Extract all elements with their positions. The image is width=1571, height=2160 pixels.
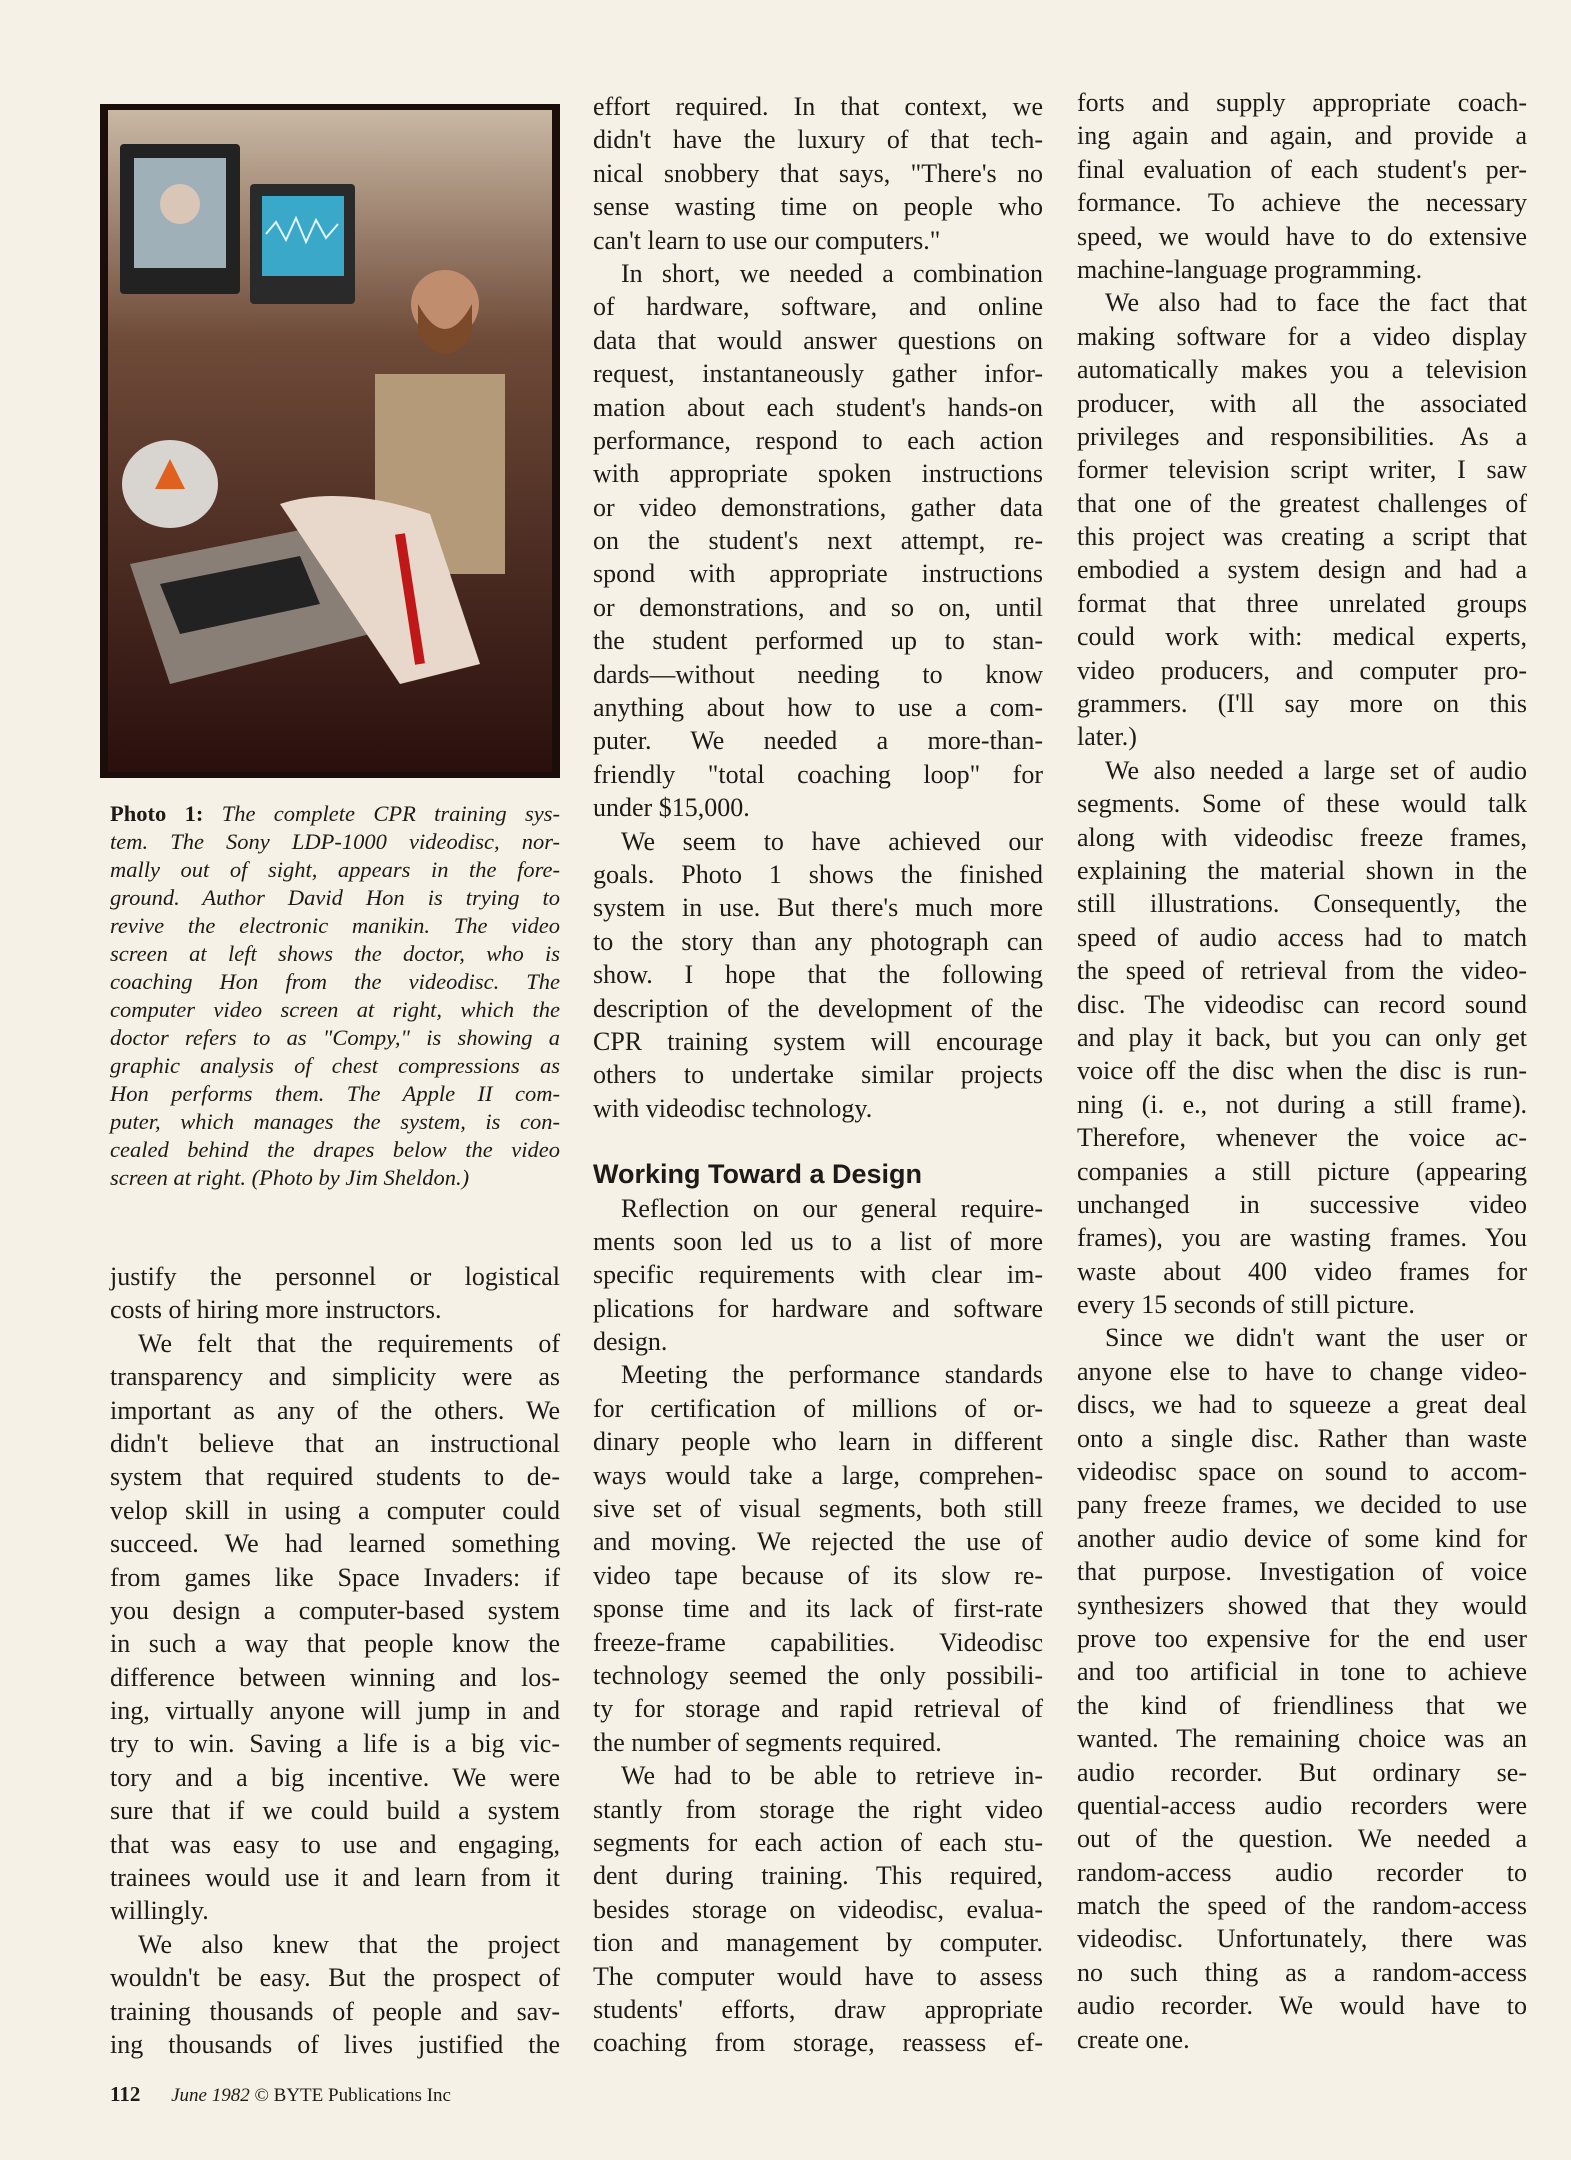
page-footer (110, 2082, 451, 2107)
caption-line (110, 800, 560, 828)
text-line: costs of hiring more instructors. (110, 1295, 442, 1325)
text-line: frames), you are wasting frames. You (1077, 1223, 1527, 1253)
text-line: create one. (1077, 2024, 1190, 2054)
text-line: the kind of friendliness that we (1077, 1690, 1527, 1720)
text-line: training thousands of people and sav- (110, 1996, 560, 2026)
text-line: discs, we had to squeeze a great deal (1077, 1390, 1527, 1420)
caption-text: coaching Hon from the videodisc. The (110, 969, 560, 994)
text-line: important as any of the others. We (110, 1395, 560, 1425)
text-line: show. I hope that the following (593, 960, 1043, 990)
text-line: synthesizers showed that they would (1077, 1590, 1527, 1620)
text-line: coaching from storage, reassess ef- (593, 2028, 1043, 2058)
text-line: tory and a big incentive. We were (110, 1762, 560, 1792)
text-line: description of the development of the (593, 993, 1043, 1023)
text-line: ing thousands of lives justified the (110, 2029, 560, 2059)
text-line: video producers, and computer pro- (1077, 655, 1527, 685)
text-line: We had to be able to retrieve in- (621, 1761, 1043, 1791)
text-line: under $15,000. (593, 793, 750, 823)
text-line: justify the personnel or logistical (110, 1262, 560, 1291)
caption-text: graphic analysis of chest compressions as (110, 1053, 560, 1078)
text-line: ty for storage and rapid retrieval of (593, 1694, 1043, 1724)
text-line: voice off the disc when the disc is run- (1077, 1056, 1527, 1086)
paragraph (593, 257, 1043, 825)
caption-text: computer video screen at right, which the (110, 997, 560, 1022)
caption-text: ground. Author David Hon is trying to (110, 885, 560, 910)
paragraph (1077, 754, 1527, 1322)
text-line: to the story than any photograph can (593, 926, 1043, 956)
text-line: design. (593, 1327, 668, 1357)
text-line: CPR training system will encourage (593, 1026, 1043, 1056)
copyright-notice: © BYTE Publications Inc (254, 2085, 451, 2106)
text-line: no such thing as a random-access (1077, 1957, 1527, 1987)
text-line: difference between winning and los- (110, 1662, 560, 1692)
text-line: along with videodisc freeze frames, (1077, 822, 1527, 852)
text-line: another audio device of some kind for (1077, 1523, 1527, 1553)
caption-line (110, 828, 560, 856)
text-line: prove too expensive for the end user (1077, 1623, 1527, 1653)
text-line: anyone else to have to change video- (1077, 1356, 1527, 1386)
text-line: you design a computer-based system (110, 1595, 560, 1625)
text-line: former television script writer, I saw (1077, 455, 1527, 485)
text-line: We seem to have achieved our (621, 826, 1043, 856)
caption-line (110, 1024, 560, 1052)
text-line: format that three unrelated groups (1077, 588, 1527, 618)
text-line: can't learn to use our computers." (593, 225, 941, 255)
caption-line (110, 1052, 560, 1080)
text-line: on the student's next attempt, re- (593, 526, 1043, 556)
text-line: and moving. We rejected the use of (593, 1527, 1043, 1557)
text-line: automatically makes you a television (1077, 355, 1527, 385)
text-line: producer, with all the associated (1077, 388, 1527, 418)
text-line: and too artificial in tone to achieve (1077, 1657, 1527, 1687)
caption-text: Hon performs them. The Apple II com- (110, 1081, 560, 1106)
text-line: final evaluation of each student's per- (1077, 154, 1527, 184)
text-line: ments soon led us to a list of more (593, 1226, 1043, 1256)
text-line: specific requirements with clear im- (593, 1260, 1043, 1290)
text-line: ways would take a large, comprehen- (593, 1460, 1043, 1490)
text-line: this project was creating a script that (1077, 522, 1527, 552)
text-line: audio recorder. We would have to (1077, 1991, 1527, 2021)
article-column-3 (1077, 86, 1527, 2056)
text-line: speed, we would have to do extensive (1077, 221, 1527, 251)
text-line: for certification of millions of or- (593, 1393, 1043, 1423)
paragraph (593, 825, 1043, 1126)
article-column-1 (110, 1260, 560, 2061)
text-line: that one of the greatest challenges of (1077, 488, 1527, 518)
caption-line (110, 940, 560, 968)
caption-line (110, 1080, 560, 1108)
text-line: data that would answer questions on (593, 325, 1043, 355)
text-line: forts and supply appropriate coach- (1077, 88, 1527, 117)
text-line: onto a single disc. Rather than waste (1077, 1423, 1527, 1453)
text-line: system that required students to de- (110, 1462, 560, 1492)
text-line: request, instantaneously gather infor- (593, 359, 1043, 389)
text-line: video tape because of its slow re- (593, 1560, 1043, 1590)
text-line: ning (i. e., not during a still frame). (1077, 1089, 1527, 1119)
caption-text: screen at left shows the doctor, who is (110, 941, 560, 966)
text-line: goals. Photo 1 shows the finished (593, 859, 1043, 889)
text-line: the student performed up to stan- (593, 626, 1043, 656)
photo-cpr-training-system (100, 104, 560, 778)
paragraph (593, 1358, 1043, 1759)
text-line: quential-access audio recorders were (1077, 1790, 1527, 1820)
caption-line (110, 1108, 560, 1136)
caption-text: tem. The Sony LDP-1000 videodisc, nor- (110, 829, 560, 854)
paragraph (110, 1327, 560, 1928)
text-line: willingly. (110, 1896, 209, 1926)
caption-text: cealed behind the drapes below the video (110, 1137, 560, 1162)
text-line: out of the question. We needed a (1077, 1824, 1527, 1854)
text-line: didn't believe that an instructional (110, 1428, 560, 1458)
text-line: explaining the material shown in the (1077, 855, 1527, 885)
text-line: The computer would have to assess (593, 1961, 1043, 1991)
caption-line (110, 968, 560, 996)
text-line: dinary people who learn in different (593, 1427, 1043, 1457)
text-line: transparency and simplicity were as (110, 1362, 560, 1392)
text-line: succeed. We had learned something (110, 1529, 560, 1559)
text-line: videodisc space on sound to accom- (1077, 1457, 1527, 1487)
paragraph (593, 1759, 1043, 2060)
caption-line (110, 996, 560, 1024)
paragraph (1077, 1321, 1527, 2056)
text-line: pany freeze frames, we decided to use (1077, 1490, 1527, 1520)
paragraph (110, 1928, 560, 2062)
text-line: dards—without needing to know (593, 659, 1043, 689)
text-line: making software for a video display (1077, 321, 1527, 351)
text-line: unchanged in successive video (1077, 1189, 1527, 1219)
text-line: speed of audio access had to match (1077, 922, 1527, 952)
text-line: nical snobbery that says, "There's no (593, 158, 1043, 188)
text-line: dent during training. This required, (593, 1861, 1043, 1891)
text-line: sive set of visual segments, both still (593, 1494, 1043, 1524)
caption-line (110, 884, 560, 912)
text-line: We also needed a large set of audio (1105, 755, 1527, 785)
photo-caption (110, 800, 560, 1192)
caption-text: screen at right. (Photo by Jim Sheldon.) (110, 1165, 470, 1190)
text-line: besides storage on videodisc, evalua- (593, 1894, 1043, 1924)
text-line: companies a still picture (appearing (1077, 1156, 1527, 1186)
text-line: Meeting the performance standards (621, 1360, 1043, 1390)
text-line: didn't have the luxury of that tech- (593, 125, 1043, 155)
article-column-2 (593, 90, 1043, 2060)
text-line: audio recorder. But ordinary se- (1077, 1757, 1527, 1787)
caption-line (110, 1164, 560, 1192)
text-line: anything about how to use a com- (593, 693, 1043, 723)
text-line: puter. We needed a more-than- (593, 726, 1043, 756)
text-line: that was easy to use and engaging, (110, 1829, 560, 1859)
paragraph (593, 90, 1043, 257)
text-line: wouldn't be easy. But the prospect of (110, 1963, 560, 1993)
text-line: formance. To achieve the necessary (1077, 188, 1527, 218)
text-line: tion and management by computer. (593, 1928, 1043, 1958)
caption-text: mally out of sight, appears in the fore- (110, 857, 560, 882)
caption-label: Photo 1: (110, 801, 204, 826)
text-line: Since we didn't want the user or (1105, 1323, 1527, 1353)
text-line: stantly from storage the right video (593, 1794, 1043, 1824)
text-line: sense wasting time on people who (593, 192, 1043, 222)
text-line: ing, virtually anyone will jump in and (110, 1696, 560, 1726)
text-line: that purpose. Investigation of voice (1077, 1557, 1527, 1587)
caption-text: doctor refers to as "Compy," is showing a (110, 1025, 560, 1050)
issue-date: June 1982 (171, 2085, 250, 2106)
text-line: or video demonstrations, gather data (593, 492, 1043, 522)
text-line: segments for each action of each stu- (593, 1827, 1043, 1857)
text-line: machine-language programming. (1077, 254, 1423, 284)
paragraph (110, 1260, 560, 1327)
text-line: students' efforts, draw appropriate (593, 1994, 1043, 2024)
text-line: In short, we needed a combination (621, 258, 1043, 288)
text-line: or demonstrations, and so on, until (593, 592, 1043, 622)
text-line: system in use. But there's much more (593, 893, 1043, 923)
text-line: the speed of retrieval from the video- (1077, 956, 1527, 986)
text-line: try to win. Saving a life is a big vic- (110, 1729, 560, 1759)
caption-line (110, 912, 560, 940)
text-line: every 15 seconds of still picture. (1077, 1290, 1415, 1320)
text-line: freeze-frame capabilities. Videodisc (593, 1627, 1043, 1657)
caption-text: revive the electronic manikin. The video (110, 913, 560, 938)
paragraph (593, 1192, 1043, 1359)
text-line: of hardware, software, and online (593, 292, 1043, 322)
page-number: 112 (110, 2082, 141, 2106)
section-heading: Working Toward a Design (593, 1159, 923, 1190)
text-line: ing again and again, and provide a (1077, 121, 1527, 151)
caption-line (110, 856, 560, 884)
text-line: and play it back, but you can only get (1077, 1022, 1527, 1052)
text-line: wanted. The remaining choice was an (1077, 1724, 1527, 1754)
text-line: match the speed of the random-access (1077, 1891, 1527, 1921)
text-line: We also knew that the project (138, 1929, 560, 1959)
text-line: disc. The videodisc can record sound (1077, 989, 1527, 1019)
text-line: others to undertake similar projects (593, 1060, 1043, 1090)
text-line: could work with: medical experts, (1077, 622, 1527, 652)
text-line: We also had to face the fact that (1105, 288, 1527, 318)
text-line: from games like Space Invaders: if (110, 1562, 560, 1592)
text-line: Therefore, whenever the voice ac- (1077, 1123, 1527, 1153)
text-line: grammers. (I'll say more on this (1077, 689, 1527, 719)
text-line: technology seemed the only possibili- (593, 1660, 1043, 1690)
text-line: performance, respond to each action (593, 425, 1043, 455)
paragraph (1077, 286, 1527, 753)
text-line: the number of segments required. (593, 1727, 942, 1757)
text-line: segments. Some of these would talk (1077, 789, 1527, 819)
text-line: velop skill in using a computer could (110, 1495, 560, 1525)
caption-text: The complete CPR training sys- (221, 801, 560, 826)
text-line: videodisc. Unfortunately, there was (1077, 1924, 1527, 1954)
text-line: embodied a system design and had a (1077, 555, 1527, 585)
text-line: with appropriate spoken instructions (593, 459, 1043, 489)
text-line: later.) (1077, 722, 1137, 752)
caption-text: puter, which manages the system, is con- (110, 1109, 560, 1134)
text-line: with videodisc technology. (593, 1093, 873, 1123)
paragraph (1077, 86, 1527, 286)
text-line: Reflection on our general require- (621, 1193, 1043, 1223)
text-line: spond with appropriate instructions (593, 559, 1043, 589)
text-line: in such a way that people know the (110, 1629, 560, 1659)
text-line: trainees would use it and learn from it (110, 1863, 560, 1893)
text-line: random-access audio recorder to (1077, 1857, 1527, 1887)
text-line: waste about 400 video frames for (1077, 1256, 1527, 1286)
text-line: mation about each student's hands-on (593, 392, 1043, 422)
caption-line (110, 1136, 560, 1164)
text-line: still illustrations. Consequently, the (1077, 889, 1527, 919)
text-line: effort required. In that context, we (593, 92, 1043, 121)
text-line: sponse time and its lack of first-rate (593, 1594, 1043, 1624)
text-line: friendly "total coaching loop" for (593, 759, 1043, 789)
text-line: plications for hardware and software (593, 1293, 1043, 1323)
text-line: privileges and responsibilities. As a (1077, 421, 1527, 451)
text-line: We felt that the requirements of (138, 1328, 560, 1358)
text-line: sure that if we could build a system (110, 1796, 560, 1826)
